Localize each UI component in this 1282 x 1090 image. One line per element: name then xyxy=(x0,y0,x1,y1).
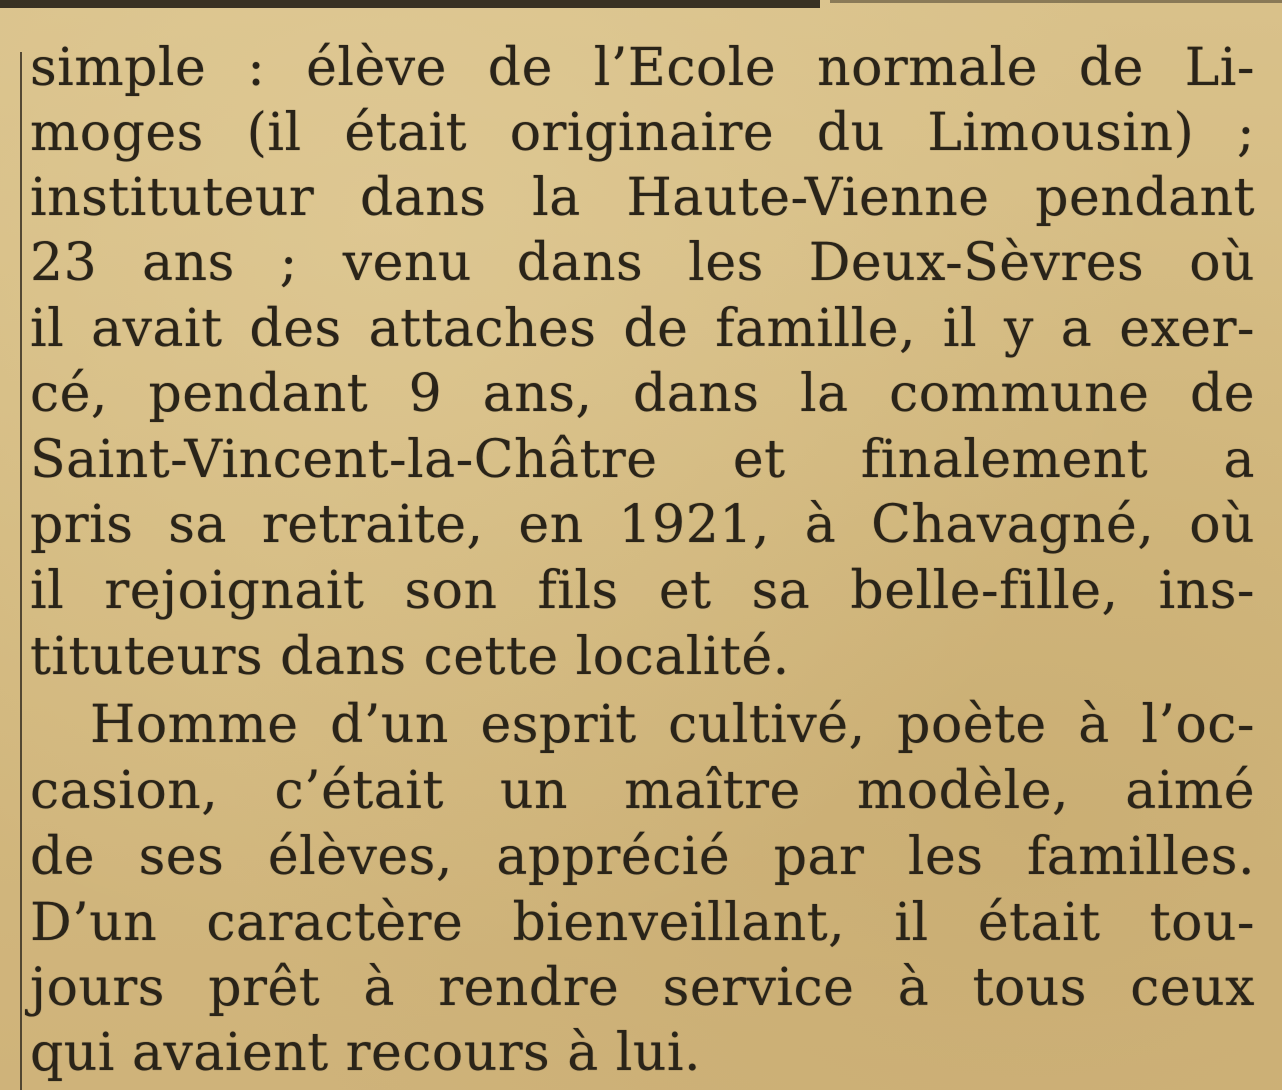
text-line: de ses élèves, apprécié par les familles. xyxy=(30,827,1255,887)
text-line: moges (il était originaire du Limousin) ; xyxy=(30,103,1255,163)
text-line: il avait des attaches de famille, il y a exer- xyxy=(30,299,1255,359)
text-line: il rejoignait son fils et sa belle-fille, ins- xyxy=(30,561,1255,621)
text-line: pris sa retraite, en 1921, à Chavagné, où xyxy=(30,495,1255,555)
text-line: casion, c’était un maître modèle, aimé xyxy=(30,761,1255,821)
text-line: jours prêt à rendre service à tous ceux xyxy=(30,958,1255,1018)
text-line: 23 ans ; venu dans les Deux-Sèvres où xyxy=(30,233,1255,293)
text-line: instituteur dans la Haute-Vienne pendant xyxy=(30,168,1255,228)
text-line: cé, pendant 9 ans, dans la commune de xyxy=(30,364,1255,424)
paragraph-first-line: Homme d’un esprit cultivé, poète à l’oc- xyxy=(90,695,1255,755)
text-line: simple : élève de l’Ecole normale de Li- xyxy=(30,38,1255,98)
top-column-rule xyxy=(0,0,820,8)
text-line: tituteurs dans cette localité. xyxy=(30,627,790,687)
text-line: D’un caractère bienveillant, il était tou- xyxy=(30,893,1255,953)
top-faint-rule xyxy=(830,0,1282,3)
column-divider xyxy=(20,52,22,1090)
text-line: qui avaient recours à lui. xyxy=(30,1023,702,1083)
text-line: Saint-Vincent-la-Châtre et finalement a xyxy=(30,430,1255,490)
